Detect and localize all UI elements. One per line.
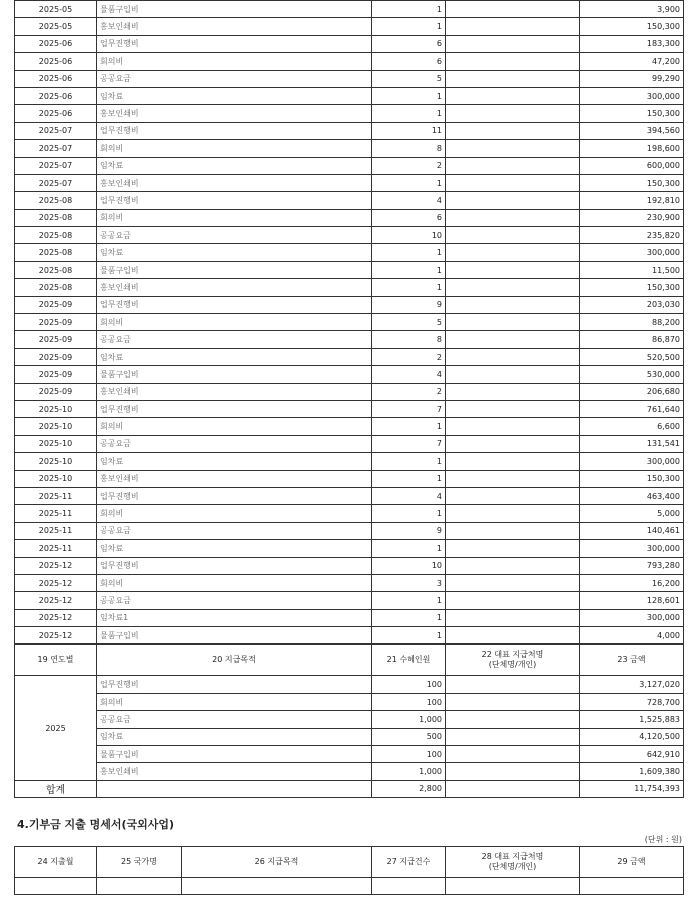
empty-cell [97, 878, 182, 895]
count-cell: 5 [372, 70, 446, 87]
amount-cell: 520,500 [580, 348, 684, 365]
payee-cell [446, 400, 580, 417]
payee-cell [446, 522, 580, 539]
payee-cell [446, 244, 580, 261]
amount-cell: 206,680 [580, 383, 684, 400]
category-cell: 임차료 [97, 348, 372, 365]
count-cell: 1 [372, 261, 446, 278]
payee-cell [446, 209, 580, 226]
payee-cell [446, 18, 580, 35]
count-cell: 10 [372, 227, 446, 244]
payee-cell [446, 383, 580, 400]
month-cell: 2025-08 [15, 244, 97, 261]
month-cell: 2025-10 [15, 435, 97, 452]
expense-detail-section [14, 0, 683, 798]
amount-cell: 6,600 [580, 418, 684, 435]
people-cell: 100 [372, 693, 446, 710]
empty-cell [372, 878, 446, 895]
category-cell: 홍보인쇄비 [97, 18, 372, 35]
amount-cell: 5,000 [580, 505, 684, 522]
amount-cell: 86,870 [580, 331, 684, 348]
month-cell: 2025-05 [15, 18, 97, 35]
count-cell: 1 [372, 105, 446, 122]
amount-cell: 88,200 [580, 314, 684, 331]
amount-cell: 642,910 [580, 746, 684, 763]
amount-cell: 728,700 [580, 693, 684, 710]
category-cell: 회의비 [97, 418, 372, 435]
count-cell: 7 [372, 435, 446, 452]
count-cell: 5 [372, 314, 446, 331]
month-cell: 2025-07 [15, 140, 97, 157]
payee-cell [446, 331, 580, 348]
month-cell: 2025-06 [15, 87, 97, 104]
table-row [15, 209, 684, 226]
amount-cell: 300,000 [580, 244, 684, 261]
count-cell: 9 [372, 296, 446, 313]
month-cell: 2025-09 [15, 331, 97, 348]
header-people: 21 수혜인원 [372, 645, 446, 676]
count-cell: 1 [372, 418, 446, 435]
month-cell: 2025-05 [15, 1, 97, 18]
header-country: 25 국가명 [97, 847, 182, 878]
month-cell: 2025-07 [15, 157, 97, 174]
month-cell: 2025-11 [15, 487, 97, 504]
category-cell: 공공요금 [97, 70, 372, 87]
header-payee: 22 대표 지급처명 (단체명/개인) [446, 645, 580, 676]
amount-cell: 300,000 [580, 609, 684, 626]
table-row [15, 470, 684, 487]
payee-cell [446, 627, 580, 644]
amount-cell: 150,300 [580, 105, 684, 122]
payee-cell [446, 763, 580, 780]
amount-cell: 150,300 [580, 18, 684, 35]
month-cell: 2025-10 [15, 453, 97, 470]
yearly-summary-table [14, 644, 684, 798]
count-cell: 2 [372, 348, 446, 365]
category-cell: 회의비 [97, 505, 372, 522]
count-cell: 8 [372, 140, 446, 157]
overseas-header-row [15, 847, 684, 878]
count-cell: 2 [372, 157, 446, 174]
table-row [15, 53, 684, 70]
amount-cell: 230,900 [580, 209, 684, 226]
month-cell: 2025-08 [15, 192, 97, 209]
total-label: 합계 [15, 780, 97, 797]
empty-cell [446, 878, 580, 895]
count-cell: 1 [372, 174, 446, 191]
count-cell: 6 [372, 209, 446, 226]
payee-cell [446, 53, 580, 70]
count-cell: 1 [372, 592, 446, 609]
amount-cell: 47,200 [580, 53, 684, 70]
count-cell: 1 [372, 244, 446, 261]
month-cell: 2025-12 [15, 557, 97, 574]
table-row [15, 348, 684, 365]
table-row [15, 331, 684, 348]
month-cell: 2025-10 [15, 470, 97, 487]
category-cell: 홍보인쇄비 [97, 105, 372, 122]
table-row [15, 557, 684, 574]
overseas-donation-table [14, 846, 684, 895]
purpose-cell: 업무진행비 [97, 676, 372, 693]
category-cell: 업무진행비 [97, 400, 372, 417]
amount-cell: 235,820 [580, 227, 684, 244]
month-cell: 2025-10 [15, 400, 97, 417]
month-cell: 2025-12 [15, 627, 97, 644]
count-cell: 9 [372, 522, 446, 539]
month-cell: 2025-11 [15, 505, 97, 522]
table-row [15, 418, 684, 435]
month-cell: 2025-09 [15, 314, 97, 331]
table-row [15, 192, 684, 209]
amount-cell: 140,461 [580, 522, 684, 539]
monthly-expense-table [14, 0, 684, 644]
month-cell: 2025-11 [15, 540, 97, 557]
empty-cell [182, 878, 372, 895]
purpose-cell: 홍보인쇄비 [97, 763, 372, 780]
people-cell: 1,000 [372, 763, 446, 780]
category-cell: 임차료 [97, 157, 372, 174]
payee-cell [446, 35, 580, 52]
count-cell: 1 [372, 540, 446, 557]
summary-row [15, 728, 684, 745]
payee-cell [446, 279, 580, 296]
category-cell: 임차료 [97, 540, 372, 557]
month-cell: 2025-08 [15, 279, 97, 296]
count-cell: 4 [372, 487, 446, 504]
category-cell: 업무진행비 [97, 557, 372, 574]
month-cell: 2025-09 [15, 366, 97, 383]
table-row [15, 487, 684, 504]
category-cell: 물품구입비 [97, 366, 372, 383]
payee-cell [446, 592, 580, 609]
payee-cell [446, 505, 580, 522]
payee-cell [446, 192, 580, 209]
category-cell: 임차료 [97, 244, 372, 261]
month-cell: 2025-08 [15, 209, 97, 226]
month-cell: 2025-08 [15, 227, 97, 244]
header-purpose: 20 지급목적 [97, 645, 372, 676]
payee-cell [446, 174, 580, 191]
header-month: 24 지출월 [15, 847, 97, 878]
category-cell: 업무진행비 [97, 192, 372, 209]
table-row [15, 627, 684, 644]
count-cell: 10 [372, 557, 446, 574]
month-cell: 2025-09 [15, 296, 97, 313]
category-cell: 공공요금 [97, 227, 372, 244]
monthly-expense-body [15, 1, 684, 644]
summary-row [15, 676, 684, 693]
count-cell: 3 [372, 574, 446, 591]
header-payee: 28 대표 지급처명 (단체명/개인) [446, 847, 580, 878]
count-cell: 1 [372, 470, 446, 487]
count-cell: 1 [372, 505, 446, 522]
count-cell: 1 [372, 279, 446, 296]
payee-cell [446, 105, 580, 122]
table-row [15, 314, 684, 331]
payee-cell [446, 609, 580, 626]
amount-cell: 463,400 [580, 487, 684, 504]
month-cell: 2025-06 [15, 35, 97, 52]
month-cell: 2025-12 [15, 592, 97, 609]
payee-cell [446, 70, 580, 87]
payee-cell [446, 711, 580, 728]
month-cell: 2025-12 [15, 609, 97, 626]
table-row [15, 540, 684, 557]
table-row [15, 18, 684, 35]
summary-row [15, 763, 684, 780]
total-amount: 11,754,393 [580, 780, 684, 797]
payee-cell [446, 314, 580, 331]
summary-row [15, 693, 684, 710]
table-row [15, 1, 684, 18]
people-cell: 500 [372, 728, 446, 745]
summary-row [15, 711, 684, 728]
category-cell: 홍보인쇄비 [97, 470, 372, 487]
overseas-donation-section [14, 846, 684, 895]
month-cell: 2025-11 [15, 522, 97, 539]
payee-cell [446, 122, 580, 139]
amount-cell: 99,290 [580, 70, 684, 87]
table-row [15, 227, 684, 244]
category-cell: 회의비 [97, 209, 372, 226]
empty-cell [15, 878, 97, 895]
amount-cell: 131,541 [580, 435, 684, 452]
category-cell: 회의비 [97, 314, 372, 331]
purpose-cell: 회의비 [97, 693, 372, 710]
amount-cell: 793,280 [580, 557, 684, 574]
table-row [15, 453, 684, 470]
table-row [15, 435, 684, 452]
payee-cell [446, 557, 580, 574]
month-cell: 2025-07 [15, 174, 97, 191]
payee-cell [446, 728, 580, 745]
category-cell: 홍보인쇄비 [97, 174, 372, 191]
table-row [15, 279, 684, 296]
count-cell: 11 [372, 122, 446, 139]
month-cell: 2025-06 [15, 70, 97, 87]
amount-cell: 1,609,380 [580, 763, 684, 780]
category-cell: 회의비 [97, 140, 372, 157]
header-amount: 23 금액 [580, 645, 684, 676]
count-cell: 1 [372, 453, 446, 470]
total-payee-empty [446, 780, 580, 797]
people-cell: 100 [372, 746, 446, 763]
payee-cell [446, 296, 580, 313]
header-year: 19 연도별 [15, 645, 97, 676]
month-cell: 2025-09 [15, 383, 97, 400]
payee-cell [446, 470, 580, 487]
table-row [15, 105, 684, 122]
payee-cell [446, 693, 580, 710]
amount-cell: 198,600 [580, 140, 684, 157]
category-cell: 임차료 [97, 453, 372, 470]
payee-cell [446, 87, 580, 104]
amount-cell: 128,601 [580, 592, 684, 609]
payee-cell [446, 366, 580, 383]
table-row [15, 140, 684, 157]
category-cell: 업무진행비 [97, 487, 372, 504]
table-row [15, 400, 684, 417]
payee-cell [446, 676, 580, 693]
header-purpose: 26 지급목적 [182, 847, 372, 878]
category-cell: 업무진행비 [97, 35, 372, 52]
category-cell: 물품구입비 [97, 1, 372, 18]
unit-note: (단위 : 원) [644, 835, 682, 844]
table-row [15, 174, 684, 191]
payee-cell [446, 140, 580, 157]
amount-cell: 394,560 [580, 122, 684, 139]
amount-cell: 600,000 [580, 157, 684, 174]
category-cell: 공공요금 [97, 592, 372, 609]
amount-cell: 300,000 [580, 540, 684, 557]
count-cell: 7 [372, 400, 446, 417]
table-row [15, 592, 684, 609]
table-row [15, 122, 684, 139]
purpose-cell: 임차료 [97, 728, 372, 745]
month-cell: 2025-10 [15, 418, 97, 435]
section-4-title: 4.기부금 지출 명세서(국외사업) [17, 818, 175, 831]
amount-cell: 11,500 [580, 261, 684, 278]
amount-cell: 3,127,020 [580, 676, 684, 693]
total-purpose-empty [97, 780, 372, 797]
payee-cell [446, 574, 580, 591]
category-cell: 업무진행비 [97, 122, 372, 139]
amount-cell: 300,000 [580, 87, 684, 104]
amount-cell: 4,120,500 [580, 728, 684, 745]
count-cell: 4 [372, 366, 446, 383]
count-cell: 6 [372, 35, 446, 52]
overseas-empty-row [15, 878, 684, 895]
category-cell: 회의비 [97, 53, 372, 70]
table-row [15, 261, 684, 278]
category-cell: 공공요금 [97, 522, 372, 539]
amount-cell: 4,000 [580, 627, 684, 644]
category-cell: 임차료 [97, 87, 372, 104]
month-cell: 2025-06 [15, 105, 97, 122]
payee-cell [446, 540, 580, 557]
amount-cell: 150,300 [580, 470, 684, 487]
category-cell: 물품구입비 [97, 261, 372, 278]
table-row [15, 244, 684, 261]
payee-cell [446, 1, 580, 18]
summary-year: 2025 [15, 676, 97, 780]
count-cell: 1 [372, 609, 446, 626]
purpose-cell: 공공요금 [97, 711, 372, 728]
payee-cell [446, 227, 580, 244]
summary-row [15, 746, 684, 763]
payee-cell [446, 487, 580, 504]
count-cell: 8 [372, 331, 446, 348]
summary-total-row [15, 780, 684, 797]
month-cell: 2025-12 [15, 574, 97, 591]
payee-cell [446, 157, 580, 174]
amount-cell: 16,200 [580, 574, 684, 591]
month-cell: 2025-09 [15, 348, 97, 365]
payee-cell [446, 418, 580, 435]
category-cell: 임차료1 [97, 609, 372, 626]
header-amount: 29 금액 [580, 847, 684, 878]
table-row [15, 366, 684, 383]
count-cell: 2 [372, 383, 446, 400]
payee-cell [446, 435, 580, 452]
table-row [15, 505, 684, 522]
category-cell: 공공요금 [97, 435, 372, 452]
category-cell: 공공요금 [97, 331, 372, 348]
amount-cell: 300,000 [580, 453, 684, 470]
category-cell: 업무진행비 [97, 296, 372, 313]
purpose-cell: 물품구입비 [97, 746, 372, 763]
table-row [15, 296, 684, 313]
table-row [15, 70, 684, 87]
category-cell: 홍보인쇄비 [97, 383, 372, 400]
amount-cell: 761,640 [580, 400, 684, 417]
payee-cell [446, 453, 580, 470]
amount-cell: 203,030 [580, 296, 684, 313]
count-cell: 1 [372, 1, 446, 18]
amount-cell: 1,525,883 [580, 711, 684, 728]
table-row [15, 383, 684, 400]
payee-cell [446, 746, 580, 763]
table-row [15, 574, 684, 591]
count-cell: 1 [372, 627, 446, 644]
table-row [15, 87, 684, 104]
summary-body [15, 676, 684, 780]
amount-cell: 192,810 [580, 192, 684, 209]
amount-cell: 150,300 [580, 279, 684, 296]
month-cell: 2025-08 [15, 261, 97, 278]
count-cell: 4 [372, 192, 446, 209]
table-row [15, 522, 684, 539]
month-cell: 2025-06 [15, 53, 97, 70]
empty-cell [580, 878, 684, 895]
amount-cell: 150,300 [580, 174, 684, 191]
summary-header-row [15, 645, 684, 676]
count-cell: 1 [372, 18, 446, 35]
people-cell: 1,000 [372, 711, 446, 728]
total-people: 2,800 [372, 780, 446, 797]
amount-cell: 183,300 [580, 35, 684, 52]
count-cell: 1 [372, 87, 446, 104]
table-row [15, 157, 684, 174]
month-cell: 2025-07 [15, 122, 97, 139]
category-cell: 홍보인쇄비 [97, 279, 372, 296]
payee-cell [446, 348, 580, 365]
header-count: 27 지급건수 [372, 847, 446, 878]
count-cell: 6 [372, 53, 446, 70]
category-cell: 회의비 [97, 574, 372, 591]
amount-cell: 530,000 [580, 366, 684, 383]
people-cell: 100 [372, 676, 446, 693]
amount-cell: 3,900 [580, 1, 684, 18]
table-row [15, 609, 684, 626]
payee-cell [446, 261, 580, 278]
table-row [15, 35, 684, 52]
category-cell: 물품구입비 [97, 627, 372, 644]
